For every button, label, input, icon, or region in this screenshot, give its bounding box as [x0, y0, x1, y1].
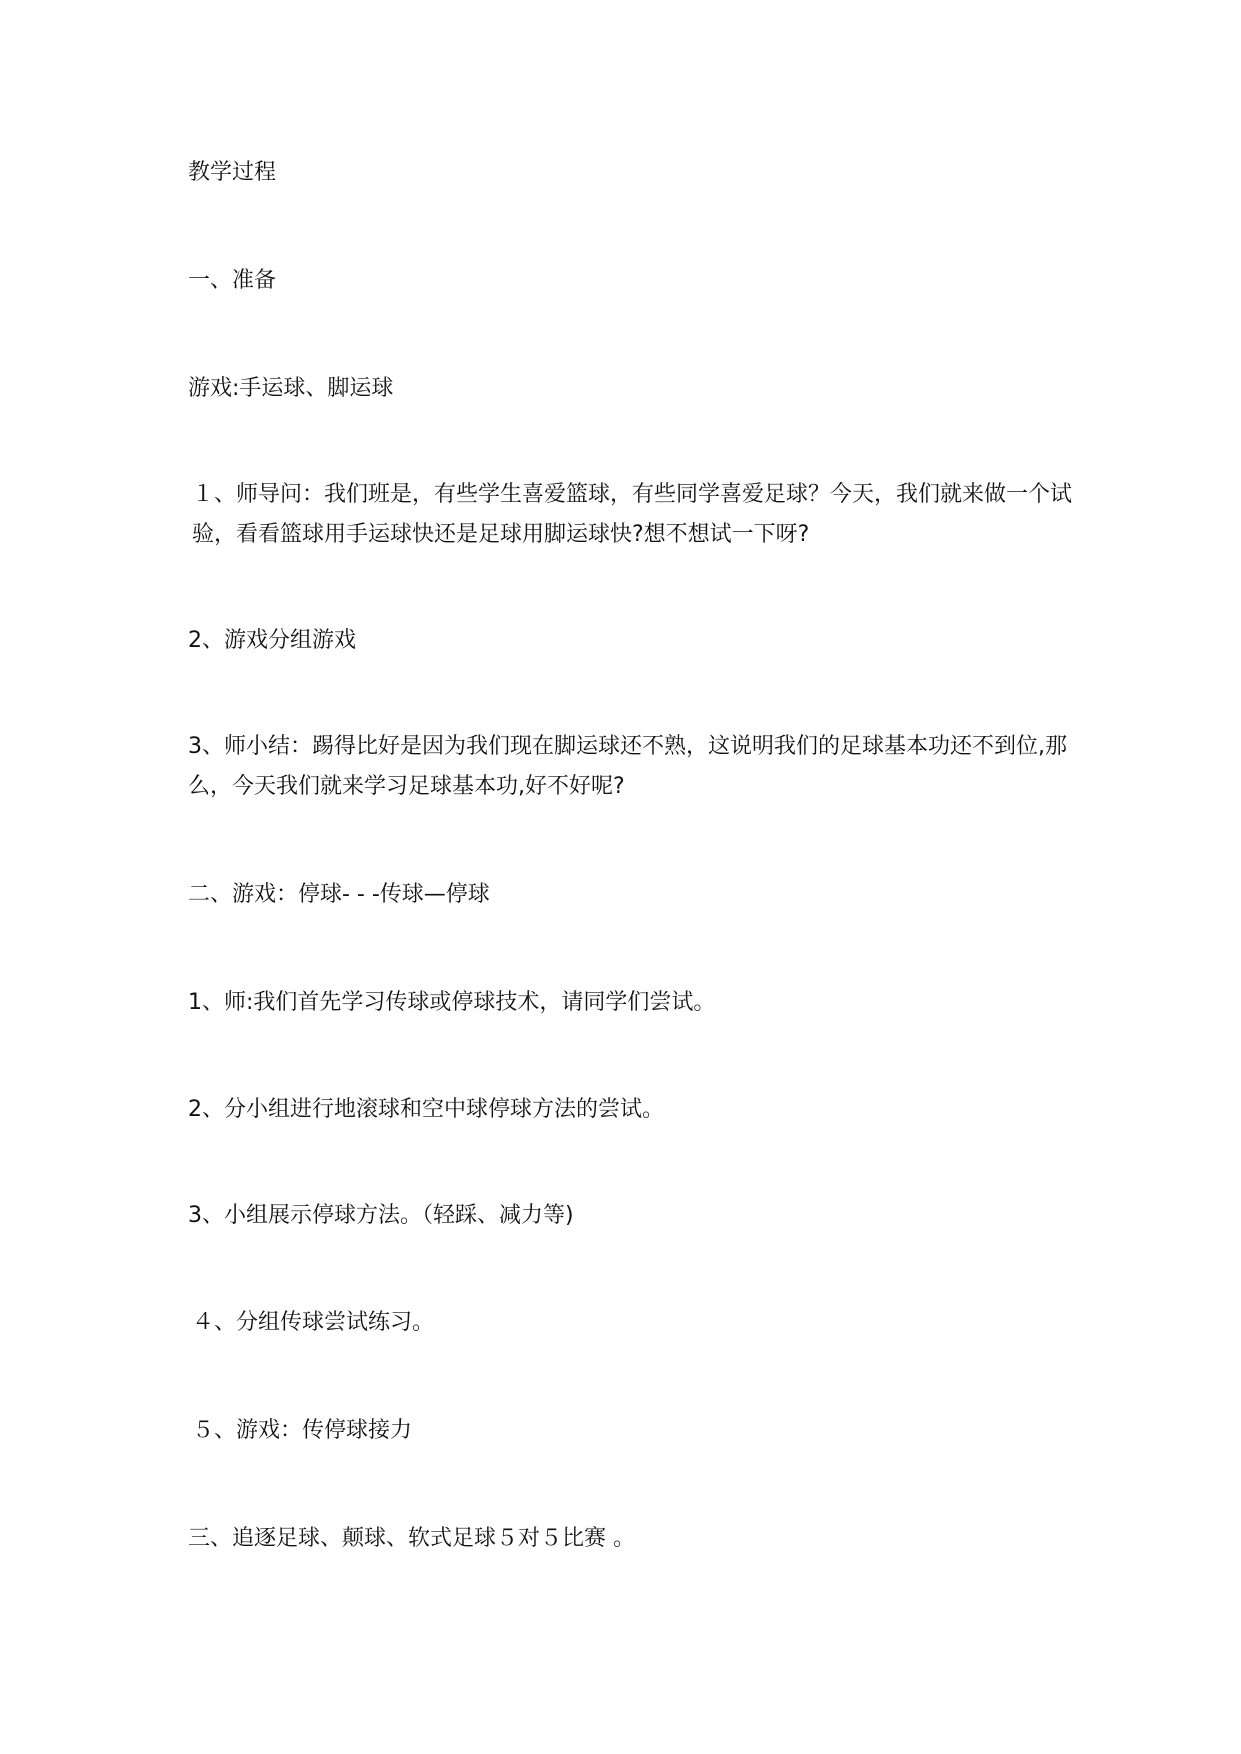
list-item: ４、分组传球尝试练习。: [192, 1310, 435, 1335]
paragraph-group-game: 2、游戏分组游戏: [188, 628, 356, 653]
list-item: 2、分小组进行地滚球和空中球停球方法的尝试。: [188, 1097, 664, 1122]
list-item: ５、游戏：传停球接力: [192, 1418, 413, 1443]
list-item: 1、师:我们首先学习传球或停球技术，请同学们尝试。: [188, 990, 716, 1015]
list-item: 3、小组展示停球方法。（轻踩、减力等): [188, 1203, 574, 1228]
section-heading-game: 二、游戏：停球- - -传球—停球: [188, 882, 490, 907]
paragraph-game: 游戏:手运球、脚运球: [188, 376, 394, 401]
section-heading-match: 三、追逐足球、颠球、软式足球５对５比赛 。: [188, 1526, 635, 1551]
paragraph-teacher-summary: 3、师小结：踢得比好是因为我们现在脚运球还不熟，这说明我们的足球基本功还不到位,那么，今天我们就来学习足球基本功,好不好呢?: [188, 734, 1067, 799]
section-heading-prepare: 一、准备: [188, 268, 277, 293]
paragraph-teacher-question: １、师导问：我们班是，有些学生喜爱篮球，有些同学喜爱足球？今天，我们就来做一个试验，看看篮球用手运球快还是足球用脚运球快?想不想试一下呀?: [192, 482, 1073, 547]
document-title: 教学过程: [188, 160, 277, 185]
